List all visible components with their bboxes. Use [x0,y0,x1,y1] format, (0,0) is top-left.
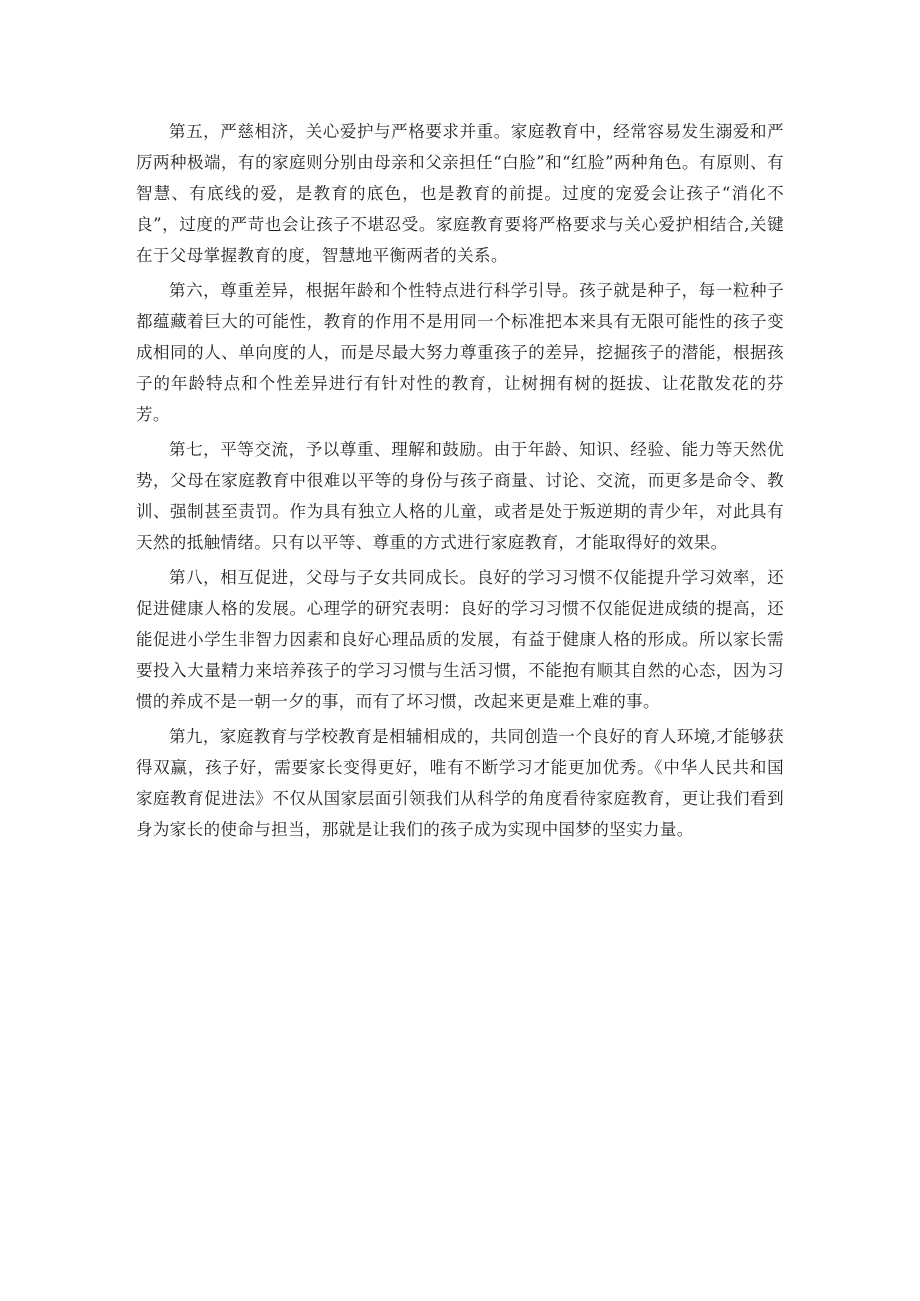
paragraph-sixth: 第六，尊重差异，根据年龄和个性特点进行科学引导。孩子就是种子，每一粒种子都蕴藏着巨大的可能性，教育的作用不是用同一个标准把本来具有无限可能性的孩子变成相同的人、单向度的人，而是尽最大努力尊重孩子的差异，挖掘孩子的潜能，根据孩子的年龄特点和个性差异进行有针对性的教育，让树拥有树的挺拔、让花散发花的芬芳。 [136,281,784,424]
document-body [136,116,784,849]
paragraph-eighth: 第八，相互促进，父母与子女共同成长。良好的学习习惯不仅能提升学习效率，还促进健康人格的发展。心理学的研究表明：良好的学习习惯不仅能促进成绩的提高，还能促进小学生非智力因素和良好心理品质的发展，有益于健康人格的形成。所以家长需要投入大量精力来培养孩子的学习习惯与生活习惯，不能抱有顺其自然的心态，因为习惯的养成不是一朝一夕的事，而有了坏习惯，改起来更是难上难的事。 [136,568,784,711]
paragraph-seventh: 第七，平等交流，予以尊重、理解和鼓励。由于年龄、知识、经验、能力等天然优势，父母在家庭教育中很难以平等的身份与孩子商量、讨论、交流，而更多是命令、教训、强制甚至责罚。作为具有独立人格的儿童，或者是处于叛逆期的青少年，对此具有天然的抵触情绪。只有以平等、尊重的方式进行家庭教育，才能取得好的效果。 [136,440,784,552]
paragraph-ninth: 第九，家庭教育与学校教育是相辅相成的，共同创造一个良好的育人环境,才能够获得双赢，孩子好，需要家长变得更好，唯有不断学习才能更加优秀。《中华人民共和国家庭教育促进法》不仅从国家层面引领我们从科学的角度看待家庭教育，更让我们看到身为家长的使命与担当，那就是让我们的孩子成为实现中国梦的坚实力量。 [136,727,784,839]
paragraph-fifth: 第五，严慈相济，关心爱护与严格要求并重。家庭教育中，经常容易发生溺爱和严厉两种极端，有的家庭则分别由母亲和父亲担任“白脸”和“红脸”两种角色。有原则、有智慧、有底线的爱，是教育的底色，也是教育的前提。过度的宠爱会让孩子“消化不良”，过度的严苛也会让孩子不堪忍受。家庭教育要将严格要求与关心爱护相结合,关键在于父母掌握教育的度，智慧地平衡两者的关系。 [136,122,784,265]
